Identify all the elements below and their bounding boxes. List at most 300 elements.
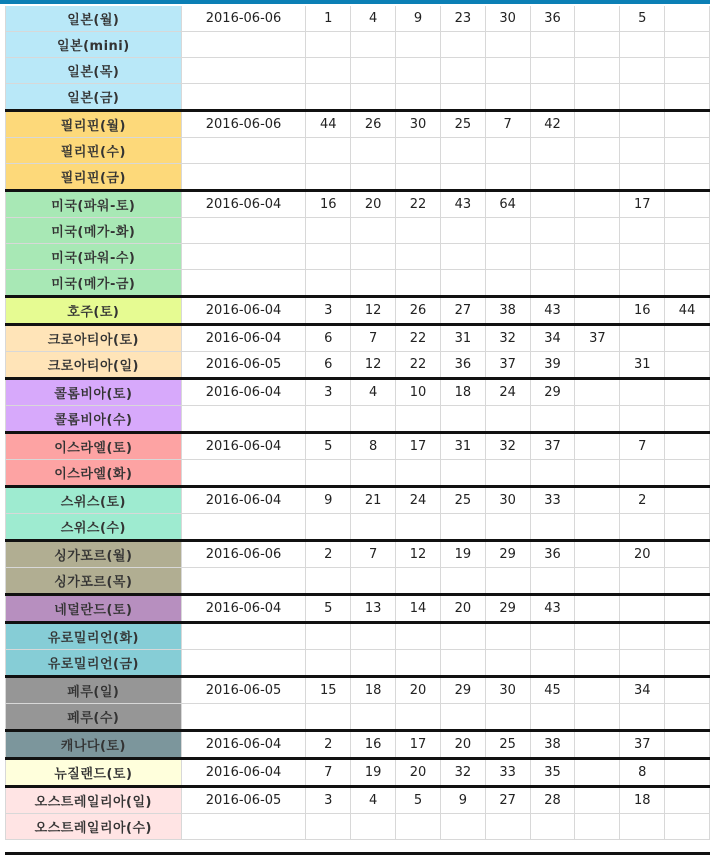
bonus-number-cell (620, 814, 665, 840)
table-row (6, 164, 710, 191)
bonus-number-cell: 5 (620, 5, 665, 32)
bonus-number-cell: 37 (620, 731, 665, 759)
winning-number-cell (530, 460, 575, 487)
lottery-name-cell: 스위스(토) (6, 487, 182, 514)
winning-number-cell: 8 (351, 433, 396, 460)
table-row (6, 487, 710, 514)
winning-number-cell: 38 (530, 731, 575, 759)
bonus-number-cell: 20 (620, 541, 665, 568)
bonus-number-cell (620, 138, 665, 164)
winning-number-cell (396, 138, 441, 164)
bonus-number-cell (620, 84, 665, 111)
winning-number-cell (575, 218, 620, 244)
lottery-name-cell: 미국(파워-토) (6, 191, 182, 218)
draw-date-cell: 2016-06-04 (181, 759, 306, 787)
winning-number-cell (530, 84, 575, 111)
winning-number-cell (396, 84, 441, 111)
winning-number-cell: 37 (530, 433, 575, 460)
lottery-name-cell: 캐나다(토) (6, 731, 182, 759)
winning-number-cell (440, 218, 485, 244)
winning-number-cell (530, 704, 575, 731)
draw-date-cell (181, 32, 306, 58)
winning-number-cell (306, 568, 351, 595)
winning-number-cell (396, 814, 441, 840)
lottery-name-cell: 미국(메가-화) (6, 218, 182, 244)
winning-number-cell (396, 514, 441, 541)
winning-number-cell: 33 (485, 759, 530, 787)
table-row (6, 352, 710, 379)
bonus-number-cell (620, 325, 665, 352)
lottery-name-cell: 네덜란드(토) (6, 595, 182, 623)
winning-number-cell (575, 650, 620, 677)
draw-date-cell (181, 218, 306, 244)
winning-number-cell: 37 (485, 352, 530, 379)
table-row (6, 787, 710, 814)
winning-number-cell (530, 568, 575, 595)
draw-date-cell: 2016-06-04 (181, 191, 306, 218)
winning-number-cell (485, 514, 530, 541)
draw-date-cell: 2016-06-04 (181, 297, 306, 325)
winning-number-cell: 3 (306, 297, 351, 325)
draw-date-cell: 2016-06-04 (181, 487, 306, 514)
lottery-name-cell: 유로밀리언(화) (6, 623, 182, 650)
winning-number-cell: 1 (306, 5, 351, 32)
lottery-name-cell: 일본(월) (6, 5, 182, 32)
winning-number-cell (351, 704, 396, 731)
table-row (6, 568, 710, 595)
winning-number-cell (485, 623, 530, 650)
lottery-name-cell: 페루(일) (6, 677, 182, 704)
bonus-number-cell (620, 32, 665, 58)
bonus-number-cell (665, 568, 710, 595)
table-row (6, 541, 710, 568)
winning-number-cell (306, 84, 351, 111)
winning-number-cell (396, 704, 441, 731)
winning-number-cell: 32 (485, 433, 530, 460)
winning-number-cell: 19 (351, 759, 396, 787)
winning-number-cell: 12 (351, 297, 396, 325)
winning-number-cell: 25 (440, 487, 485, 514)
draw-date-cell (181, 814, 306, 840)
table-row (6, 111, 710, 138)
winning-number-cell: 22 (396, 191, 441, 218)
winning-number-cell (440, 58, 485, 84)
winning-number-cell (351, 164, 396, 191)
draw-date-cell: 2016-06-04 (181, 731, 306, 759)
winning-number-cell (575, 58, 620, 84)
bonus-number-cell (665, 84, 710, 111)
bonus-number-cell (620, 406, 665, 433)
winning-number-cell: 30 (396, 111, 441, 138)
lottery-name-cell: 유로밀리언(금) (6, 650, 182, 677)
lottery-name-cell: 필리핀(금) (6, 164, 182, 191)
winning-number-cell (306, 244, 351, 270)
winning-number-cell: 43 (440, 191, 485, 218)
winning-number-cell (575, 5, 620, 32)
winning-number-cell (485, 270, 530, 297)
winning-number-cell (575, 568, 620, 595)
winning-number-cell (396, 406, 441, 433)
draw-date-cell (181, 164, 306, 191)
draw-date-cell (181, 406, 306, 433)
winning-number-cell (351, 568, 396, 595)
winning-number-cell (351, 814, 396, 840)
bonus-number-cell (620, 704, 665, 731)
winning-number-cell: 20 (396, 759, 441, 787)
winning-number-cell (306, 623, 351, 650)
winning-number-cell (575, 704, 620, 731)
winning-number-cell (575, 677, 620, 704)
winning-number-cell: 5 (396, 787, 441, 814)
winning-number-cell: 15 (306, 677, 351, 704)
winning-number-cell (530, 138, 575, 164)
bonus-number-cell (665, 352, 710, 379)
winning-number-cell (575, 759, 620, 787)
winning-number-cell (485, 460, 530, 487)
lottery-name-cell: 콜롬비아(수) (6, 406, 182, 433)
winning-number-cell: 43 (530, 595, 575, 623)
bonus-number-cell (665, 650, 710, 677)
winning-number-cell (306, 164, 351, 191)
winning-number-cell (351, 58, 396, 84)
winning-number-cell: 21 (351, 487, 396, 514)
lottery-results-table (5, 3, 710, 840)
draw-date-cell (181, 138, 306, 164)
winning-number-cell (575, 270, 620, 297)
winning-number-cell (575, 297, 620, 325)
lottery-name-cell: 스위스(수) (6, 514, 182, 541)
winning-number-cell (440, 568, 485, 595)
winning-number-cell (396, 623, 441, 650)
bonus-number-cell (665, 379, 710, 406)
winning-number-cell (440, 814, 485, 840)
winning-number-cell (575, 406, 620, 433)
winning-number-cell (485, 704, 530, 731)
winning-number-cell (485, 406, 530, 433)
winning-number-cell (485, 244, 530, 270)
winning-number-cell: 22 (396, 325, 441, 352)
winning-number-cell (485, 218, 530, 244)
bonus-number-cell: 2 (620, 487, 665, 514)
winning-number-cell (440, 32, 485, 58)
winning-number-cell: 29 (485, 595, 530, 623)
lottery-name-cell: 미국(메가-금) (6, 270, 182, 297)
winning-number-cell: 16 (306, 191, 351, 218)
table-row (6, 379, 710, 406)
winning-number-cell: 42 (530, 111, 575, 138)
bonus-number-cell (665, 433, 710, 460)
winning-number-cell: 31 (440, 325, 485, 352)
bonus-number-cell (620, 623, 665, 650)
bonus-number-cell (620, 595, 665, 623)
lottery-name-cell: 일본(mini) (6, 32, 182, 58)
winning-number-cell (530, 218, 575, 244)
winning-number-cell: 2 (306, 541, 351, 568)
winning-number-cell (530, 514, 575, 541)
bonus-number-cell (665, 814, 710, 840)
bonus-number-cell: 34 (620, 677, 665, 704)
draw-date-cell (181, 244, 306, 270)
lottery-name-cell: 크로아티아(일) (6, 352, 182, 379)
winning-number-cell (575, 244, 620, 270)
winning-number-cell: 7 (306, 759, 351, 787)
bonus-number-cell: 18 (620, 787, 665, 814)
winning-number-cell: 5 (306, 433, 351, 460)
draw-date-cell (181, 568, 306, 595)
winning-number-cell: 18 (351, 677, 396, 704)
lottery-name-cell: 오스트레일리아(일) (6, 787, 182, 814)
winning-number-cell (306, 650, 351, 677)
winning-number-cell: 33 (530, 487, 575, 514)
winning-number-cell: 29 (485, 541, 530, 568)
winning-number-cell (575, 32, 620, 58)
winning-number-cell (575, 460, 620, 487)
winning-number-cell: 10 (396, 379, 441, 406)
bonus-number-cell (665, 704, 710, 731)
winning-number-cell (351, 623, 396, 650)
winning-number-cell (575, 787, 620, 814)
lottery-name-cell: 일본(목) (6, 58, 182, 84)
bonus-number-cell (665, 32, 710, 58)
table-row (6, 244, 710, 270)
lottery-name-cell: 일본(금) (6, 84, 182, 111)
winning-number-cell: 38 (485, 297, 530, 325)
draw-date-cell: 2016-06-05 (181, 352, 306, 379)
winning-number-cell (351, 32, 396, 58)
winning-number-cell: 13 (351, 595, 396, 623)
winning-number-cell (351, 138, 396, 164)
table-row (6, 32, 710, 58)
winning-number-cell (396, 460, 441, 487)
bonus-number-cell (665, 111, 710, 138)
winning-number-cell: 30 (485, 677, 530, 704)
bonus-number-cell (665, 218, 710, 244)
winning-number-cell (575, 595, 620, 623)
winning-number-cell: 30 (485, 487, 530, 514)
winning-number-cell (530, 32, 575, 58)
lottery-name-cell: 뉴질랜드(토) (6, 759, 182, 787)
winning-number-cell: 20 (440, 595, 485, 623)
winning-number-cell (306, 460, 351, 487)
winning-number-cell (351, 84, 396, 111)
winning-number-cell: 43 (530, 297, 575, 325)
winning-number-cell: 20 (351, 191, 396, 218)
draw-date-cell: 2016-06-06 (181, 5, 306, 32)
winning-number-cell: 27 (485, 787, 530, 814)
winning-number-cell (440, 84, 485, 111)
winning-number-cell (351, 650, 396, 677)
bonus-number-cell (620, 460, 665, 487)
bonus-number-cell (665, 595, 710, 623)
draw-date-cell (181, 514, 306, 541)
bonus-number-cell (665, 759, 710, 787)
winning-number-cell: 32 (440, 759, 485, 787)
bonus-number-cell (620, 568, 665, 595)
bonus-number-cell (665, 270, 710, 297)
winning-number-cell (530, 191, 575, 218)
table-row (6, 191, 710, 218)
bonus-number-cell: 44 (665, 297, 710, 325)
winning-number-cell (440, 650, 485, 677)
winning-number-cell (530, 244, 575, 270)
winning-number-cell: 6 (306, 352, 351, 379)
bonus-number-cell (665, 787, 710, 814)
lottery-name-cell: 이스라엘(토) (6, 433, 182, 460)
winning-number-cell: 3 (306, 379, 351, 406)
lottery-name-cell: 싱가포르(월) (6, 541, 182, 568)
winning-number-cell (306, 138, 351, 164)
bonus-number-cell (665, 191, 710, 218)
bonus-number-cell: 8 (620, 759, 665, 787)
winning-number-cell: 25 (485, 731, 530, 759)
table-row (6, 270, 710, 297)
table-row (6, 5, 710, 32)
winning-number-cell (440, 270, 485, 297)
winning-number-cell (575, 191, 620, 218)
lottery-name-cell: 콜롬비아(토) (6, 379, 182, 406)
lottery-name-cell: 필리핀(수) (6, 138, 182, 164)
winning-number-cell (575, 433, 620, 460)
winning-number-cell: 9 (440, 787, 485, 814)
winning-number-cell (575, 379, 620, 406)
winning-number-cell: 7 (351, 541, 396, 568)
bonus-number-cell: 31 (620, 352, 665, 379)
winning-number-cell (440, 514, 485, 541)
winning-number-cell: 19 (440, 541, 485, 568)
table-row (6, 297, 710, 325)
winning-number-cell: 29 (440, 677, 485, 704)
winning-number-cell (530, 814, 575, 840)
winning-number-cell (485, 568, 530, 595)
winning-number-cell (396, 244, 441, 270)
winning-number-cell (575, 514, 620, 541)
winning-number-cell (485, 32, 530, 58)
table-row (6, 595, 710, 623)
winning-number-cell (575, 623, 620, 650)
table-row (6, 406, 710, 433)
bonus-number-cell (665, 406, 710, 433)
draw-date-cell: 2016-06-04 (181, 433, 306, 460)
winning-number-cell: 64 (485, 191, 530, 218)
bonus-number-cell (620, 164, 665, 191)
winning-number-cell: 14 (396, 595, 441, 623)
bonus-number-cell (665, 164, 710, 191)
winning-number-cell: 36 (440, 352, 485, 379)
table-row (6, 759, 710, 787)
lottery-name-cell: 이스라엘(화) (6, 460, 182, 487)
draw-date-cell: 2016-06-05 (181, 677, 306, 704)
winning-number-cell: 12 (396, 541, 441, 568)
winning-number-cell: 4 (351, 5, 396, 32)
winning-number-cell (575, 541, 620, 568)
winning-number-cell: 27 (440, 297, 485, 325)
table-row (6, 731, 710, 759)
bonus-number-cell (620, 58, 665, 84)
bonus-number-cell: 16 (620, 297, 665, 325)
winning-number-cell (530, 406, 575, 433)
winning-number-cell: 3 (306, 787, 351, 814)
winning-number-cell (306, 218, 351, 244)
winning-number-cell (306, 58, 351, 84)
bonus-number-cell (665, 541, 710, 568)
winning-number-cell (306, 514, 351, 541)
bonus-number-cell (620, 650, 665, 677)
winning-number-cell (351, 460, 396, 487)
winning-number-cell (396, 568, 441, 595)
table-row (6, 623, 710, 650)
winning-number-cell: 26 (396, 297, 441, 325)
bonus-number-cell (665, 325, 710, 352)
bonus-number-cell (665, 138, 710, 164)
winning-number-cell (396, 32, 441, 58)
bonus-number-cell (665, 487, 710, 514)
draw-date-cell (181, 58, 306, 84)
winning-number-cell: 45 (530, 677, 575, 704)
winning-number-cell: 37 (575, 325, 620, 352)
bonus-number-cell (620, 514, 665, 541)
winning-number-cell (485, 164, 530, 191)
winning-number-cell (485, 58, 530, 84)
bonus-number-cell: 17 (620, 191, 665, 218)
lottery-name-cell: 오스트레일리아(수) (6, 814, 182, 840)
winning-number-cell: 7 (485, 111, 530, 138)
draw-date-cell (181, 704, 306, 731)
winning-number-cell: 30 (485, 5, 530, 32)
draw-date-cell (181, 270, 306, 297)
lottery-results-body (6, 5, 710, 840)
draw-date-cell: 2016-06-04 (181, 379, 306, 406)
winning-number-cell (575, 138, 620, 164)
table-row (6, 325, 710, 352)
winning-number-cell (440, 138, 485, 164)
winning-number-cell: 25 (440, 111, 485, 138)
draw-date-cell (181, 623, 306, 650)
winning-number-cell: 36 (530, 541, 575, 568)
winning-number-cell (485, 84, 530, 111)
winning-number-cell: 22 (396, 352, 441, 379)
winning-number-cell (530, 164, 575, 191)
winning-number-cell (530, 58, 575, 84)
winning-number-cell: 5 (306, 595, 351, 623)
winning-number-cell (306, 814, 351, 840)
winning-number-cell: 17 (396, 433, 441, 460)
winning-number-cell: 28 (530, 787, 575, 814)
winning-number-cell (351, 270, 396, 297)
bonus-number-cell (665, 244, 710, 270)
winning-number-cell: 35 (530, 759, 575, 787)
table-row (6, 814, 710, 840)
bonus-number-cell (620, 111, 665, 138)
draw-date-cell: 2016-06-05 (181, 787, 306, 814)
winning-number-cell (396, 218, 441, 244)
draw-date-cell (181, 650, 306, 677)
winning-number-cell (530, 270, 575, 297)
winning-number-cell (440, 460, 485, 487)
winning-number-cell: 17 (396, 731, 441, 759)
winning-number-cell (351, 218, 396, 244)
table-row (6, 58, 710, 84)
winning-number-cell: 24 (396, 487, 441, 514)
winning-number-cell: 26 (351, 111, 396, 138)
winning-number-cell: 44 (306, 111, 351, 138)
draw-date-cell: 2016-06-04 (181, 595, 306, 623)
winning-number-cell (306, 704, 351, 731)
winning-number-cell: 24 (485, 379, 530, 406)
winning-number-cell: 7 (351, 325, 396, 352)
lottery-name-cell: 미국(파워-수) (6, 244, 182, 270)
winning-number-cell (440, 406, 485, 433)
bonus-number-cell (665, 460, 710, 487)
